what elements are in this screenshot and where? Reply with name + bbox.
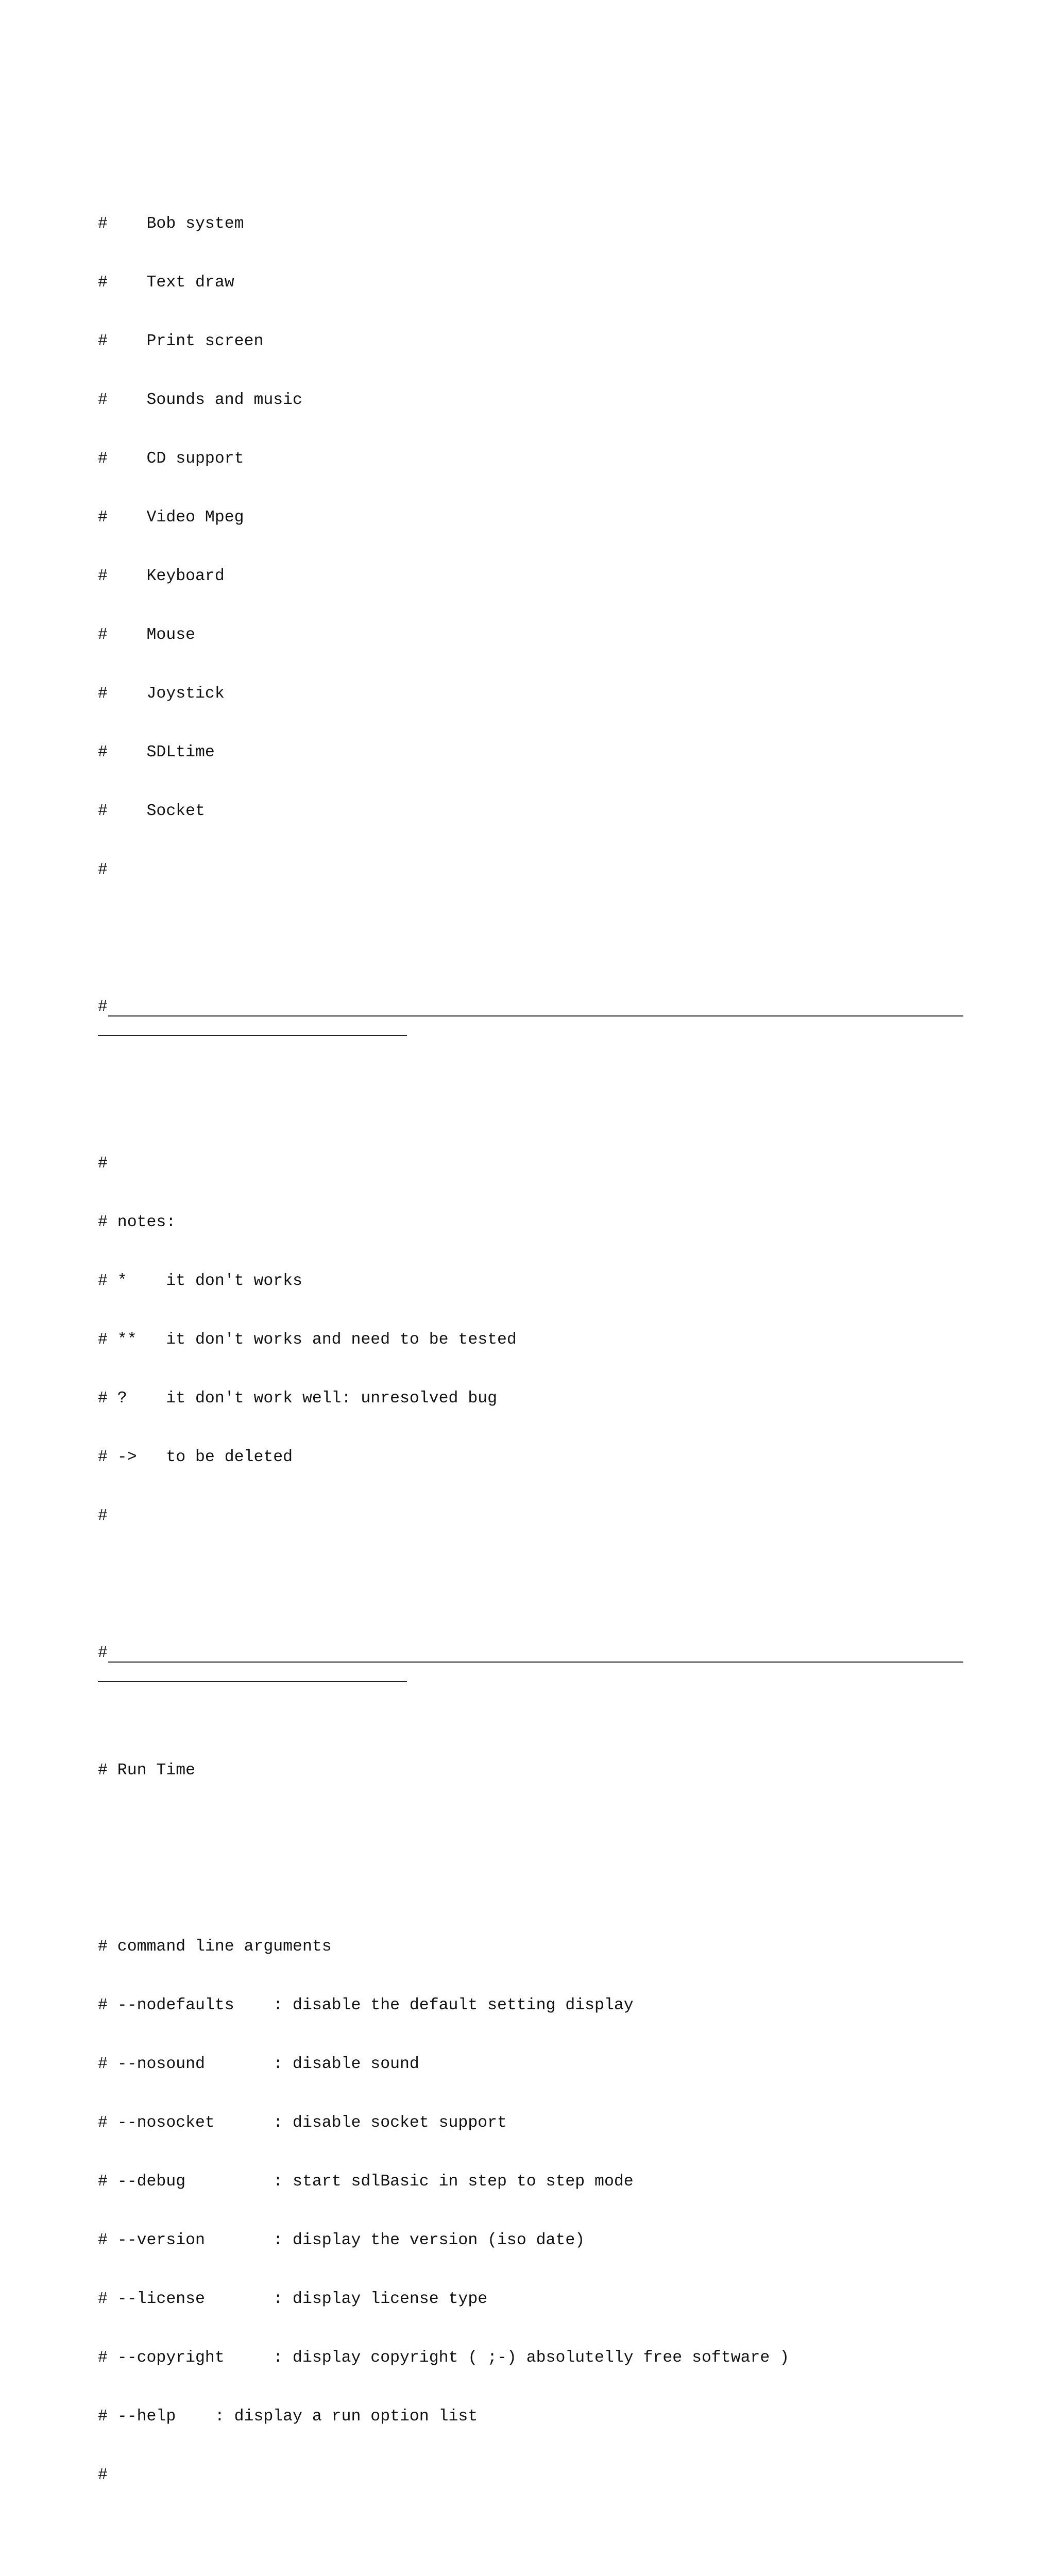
blank-line	[98, 2564, 974, 2576]
feature-line: # Keyboard	[98, 567, 225, 585]
separator-rule	[98, 1643, 974, 1683]
feature-line: #	[98, 861, 108, 879]
feature-line: # Video Mpeg	[98, 509, 244, 527]
notes-line: #	[98, 1155, 108, 1173]
cmdline-line: # --copyright : display copyright ( ;-) absolutelly free software )	[98, 2349, 790, 2367]
blank-line	[98, 1820, 974, 1839]
cmdline-line: # --nodefaults : disable the default setting display	[98, 1996, 634, 2014]
separator-line	[108, 1662, 963, 1663]
feature-line: # Mouse	[98, 626, 196, 644]
section-heading: # Run Time	[98, 1761, 196, 1780]
cmdline-line: # --help : display a run option list	[98, 2408, 478, 2426]
feature-line: # Text draw	[98, 274, 234, 292]
notes-line: # ? it don't work well: unresolved bug	[98, 1389, 498, 1408]
feature-line: # Socket	[98, 802, 205, 820]
separator-hash: #	[98, 1644, 108, 1662]
separator-line	[108, 1015, 963, 1016]
notes-block	[98, 1115, 974, 1565]
separator-line-wrap	[98, 1681, 407, 1682]
cmdline-line: # command line arguments	[98, 1938, 332, 1956]
notes-line: # ** it don't works and need to be tested	[98, 1331, 517, 1349]
cmdline-line: # --license : display license type	[98, 2290, 488, 2308]
cmdline-line: # --nosocket : disable socket support	[98, 2114, 507, 2132]
cmdline-line: # --version : display the version (iso date)	[98, 2231, 585, 2249]
separator-rule	[98, 997, 974, 1037]
separator-line-wrap	[98, 1035, 407, 1036]
feature-line: # CD support	[98, 450, 244, 468]
feature-line: # Sounds and music	[98, 391, 302, 409]
separator-hash: #	[98, 998, 108, 1016]
notes-line: # -> to be deleted	[98, 1448, 293, 1466]
feature-line: # SDLtime	[98, 743, 215, 761]
feature-line: # Bob system	[98, 215, 244, 233]
cmdline-line: #	[98, 2466, 108, 2484]
cmdline-line: # --debug : start sdlBasic in step to step mode	[98, 2173, 634, 2191]
notes-line: # notes:	[98, 1213, 176, 1231]
cmdline-line: # --nosound : disable sound	[98, 2055, 419, 2073]
feature-line: # Print screen	[98, 332, 264, 350]
notes-line: #	[98, 1507, 108, 1525]
notes-line: # * it don't works	[98, 1272, 302, 1290]
feature-list	[98, 175, 974, 919]
feature-line: # Joystick	[98, 685, 225, 703]
command-line-arguments	[98, 1898, 974, 2524]
document-text	[98, 97, 974, 2576]
